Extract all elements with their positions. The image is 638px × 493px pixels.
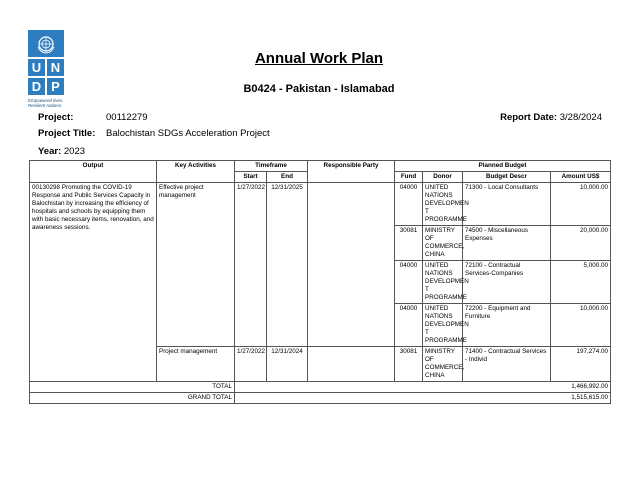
project-row bbox=[38, 112, 73, 123]
logo-letter-p: P bbox=[47, 78, 64, 95]
fund-cell: 04000 bbox=[395, 261, 423, 304]
total-value: 1,466,992.00 bbox=[235, 382, 611, 393]
col-key-activities: Key Activities bbox=[157, 161, 235, 183]
project-title-value: Balochistan SDGs Acceleration Project bbox=[106, 128, 270, 139]
project-value: 00112279 bbox=[106, 112, 148, 123]
col-end: End bbox=[267, 172, 308, 183]
logo-letter-d: D bbox=[28, 78, 45, 95]
amount-cell: 197,274.00 bbox=[551, 347, 611, 382]
budget-descr-cell: 74500 - Miscellaneous Expenses bbox=[463, 226, 551, 261]
amount-cell: 5,000.00 bbox=[551, 261, 611, 304]
responsible-party-cell bbox=[308, 183, 395, 347]
budget-descr-cell: 72100 - Contractual Services-Companies bbox=[463, 261, 551, 304]
project-title-label: Project Title: bbox=[38, 128, 96, 139]
activity-start-cell: 1/27/2022 bbox=[235, 183, 267, 347]
amount-cell: 20,000.00 bbox=[551, 226, 611, 261]
activity-name-cell: Project management bbox=[157, 347, 235, 382]
amount-cell: 10,000.00 bbox=[551, 304, 611, 347]
total-row bbox=[30, 382, 611, 393]
activity-start-cell: 1/27/2022 bbox=[235, 347, 267, 382]
total-label: TOTAL bbox=[30, 382, 235, 393]
donor-cell: MINISTRY OF COMMERCE, CHINA bbox=[423, 347, 463, 382]
col-amount: Amount US$ bbox=[551, 172, 611, 183]
grand-total-value: 1,515,615.00 bbox=[235, 393, 611, 404]
col-donor: Donor bbox=[423, 172, 463, 183]
tagline-line-1: Empowered lives. bbox=[28, 98, 64, 103]
undp-logo bbox=[26, 30, 76, 108]
logo-tagline bbox=[28, 98, 76, 108]
report-date-label: Report Date: bbox=[500, 112, 558, 123]
report-date bbox=[500, 112, 602, 123]
grand-total-row bbox=[30, 393, 611, 404]
tagline-line-2: Resilient nations. bbox=[28, 103, 63, 108]
activity-name-cell: Effective project management bbox=[157, 183, 235, 347]
col-start: Start bbox=[235, 172, 267, 183]
project-label: Project: bbox=[38, 112, 74, 123]
page-subtitle: B0424 - Pakistan - Islamabad bbox=[243, 83, 395, 95]
work-plan-table bbox=[29, 160, 611, 404]
amount-cell: 10,000.00 bbox=[551, 183, 611, 226]
fund-cell: 04000 bbox=[395, 183, 423, 226]
donor-cell: UNITED NATIONS DEVELOPMEN T PROGRAMME bbox=[423, 183, 463, 226]
col-budget-descr: Budget Descr bbox=[463, 172, 551, 183]
year-row bbox=[38, 146, 85, 157]
project-title-label-wrap bbox=[38, 128, 95, 139]
budget-descr-cell: 71300 - Local Consultants bbox=[463, 183, 551, 226]
activity-end-cell: 12/31/2024 bbox=[267, 347, 308, 382]
donor-cell: UNITED NATIONS DEVELOPMEN T PROGRAMME bbox=[423, 261, 463, 304]
report-date-value: 3/28/2024 bbox=[559, 112, 602, 123]
logo-letter-u: U bbox=[28, 59, 45, 76]
col-responsible-party: Responsible Party bbox=[308, 161, 395, 183]
budget-descr-cell: 72200 - Equipment and Furniture bbox=[463, 304, 551, 347]
col-timeframe: Timeframe bbox=[235, 161, 308, 172]
grand-total-label: GRAND TOTAL bbox=[30, 393, 235, 404]
donor-cell: UNITED NATIONS DEVELOPMEN T PROGRAMME bbox=[423, 304, 463, 347]
year-value: 2023 bbox=[63, 146, 86, 157]
donor-cell: MINISTRY OF COMMERCE, CHINA bbox=[423, 226, 463, 261]
col-planned-budget: Planned Budget bbox=[395, 161, 611, 172]
responsible-party-cell bbox=[308, 347, 395, 382]
budget-descr-cell: 71400 - Contractual Services - Individ bbox=[463, 347, 551, 382]
logo-letter-n: N bbox=[47, 59, 64, 76]
fund-cell: 30081 bbox=[395, 347, 423, 382]
header-row-1 bbox=[30, 161, 611, 172]
year-label: Year: bbox=[38, 146, 62, 157]
table-row bbox=[30, 183, 611, 226]
col-output: Output bbox=[30, 161, 157, 183]
fund-cell: 04000 bbox=[395, 304, 423, 347]
col-fund: Fund bbox=[395, 172, 423, 183]
output-cell: 00130298 Promoting the COVID-19 Response and Public Services Capacity in Balochistan by increasing the efficiency of hospitals and schools by equipping them with basic necessary items, renovation, and awareness sessions. bbox=[30, 183, 157, 382]
page-title: Annual Work Plan bbox=[254, 50, 384, 67]
activity-end-cell: 12/31/2025 bbox=[267, 183, 308, 347]
fund-cell: 30081 bbox=[395, 226, 423, 261]
